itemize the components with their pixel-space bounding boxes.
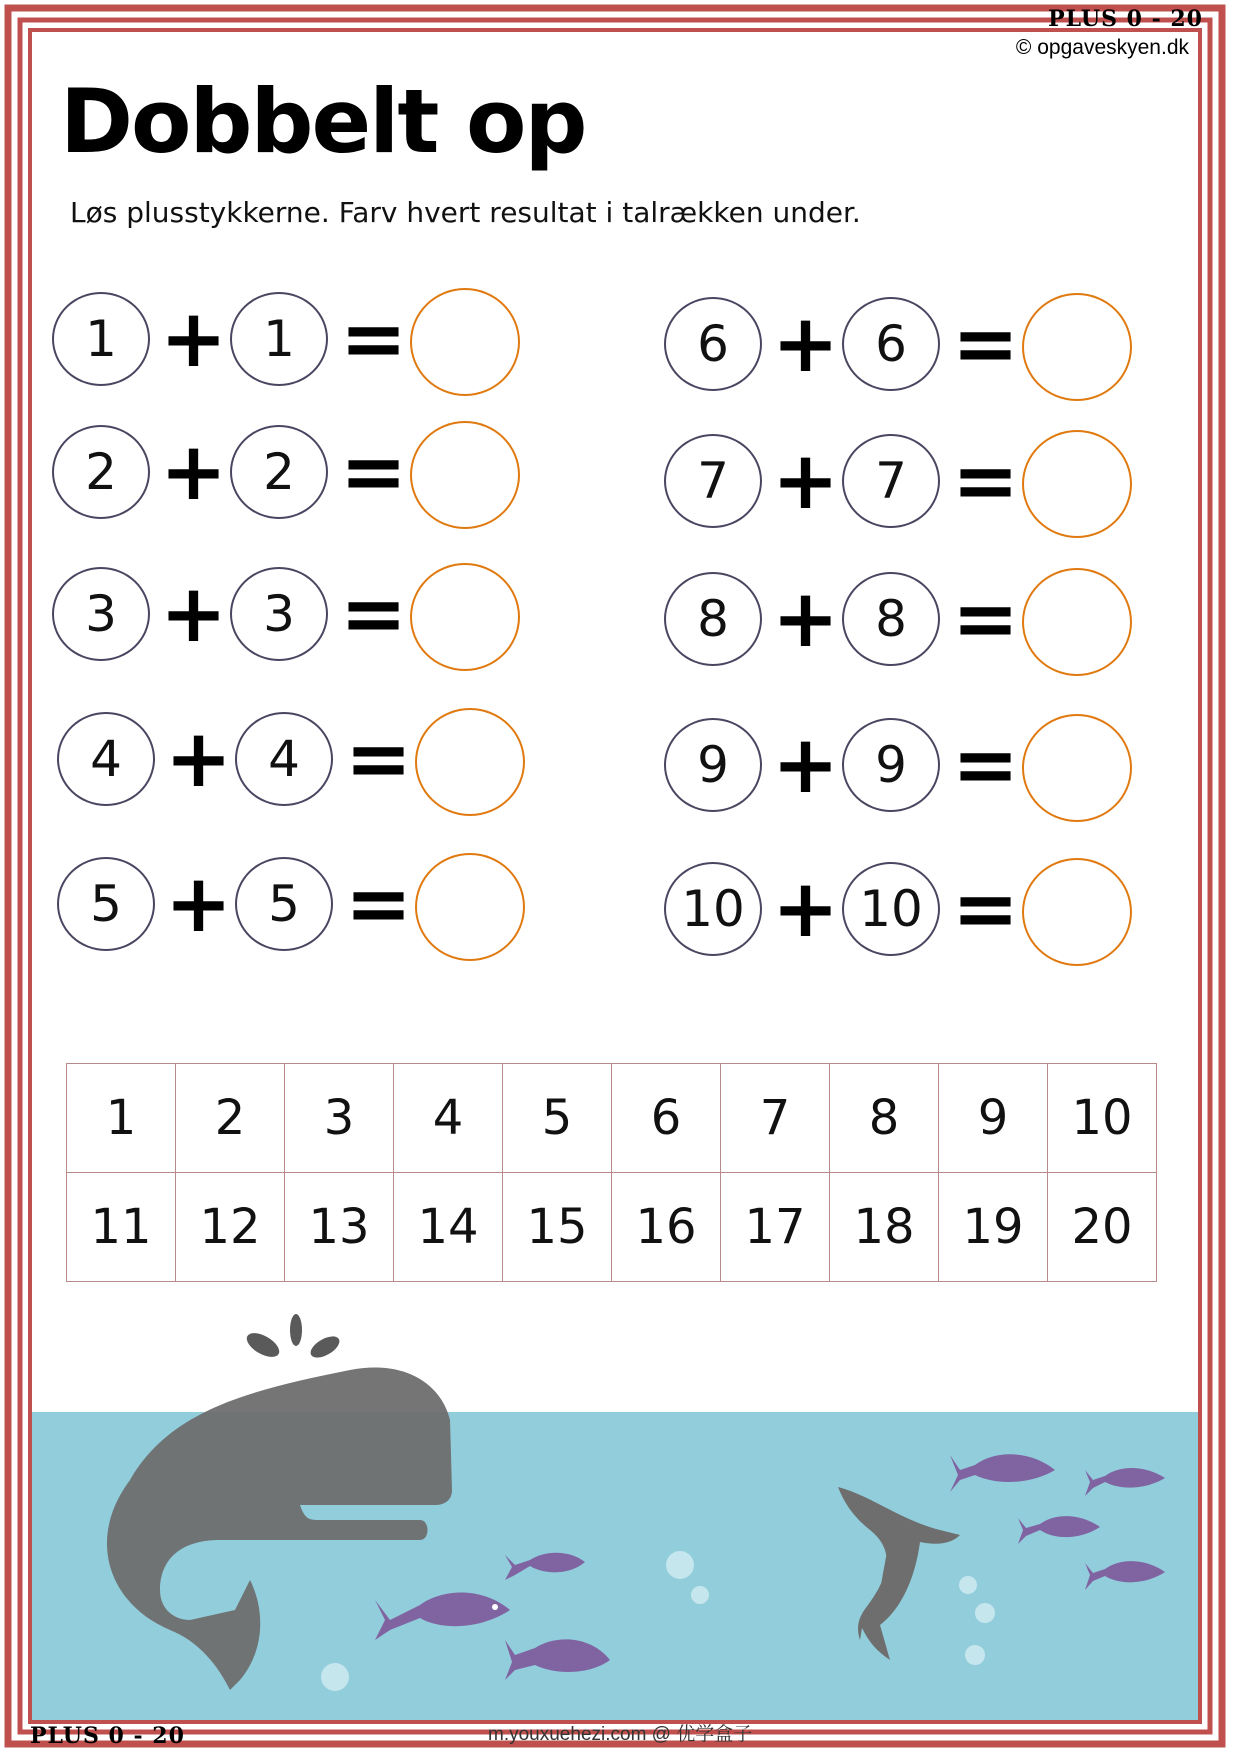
equals-sign: = xyxy=(952,434,1020,527)
answer-circle[interactable] xyxy=(415,853,525,961)
addend-circle: 5 xyxy=(57,857,155,951)
copyright: © opgaveskyen.dk xyxy=(1015,36,1189,59)
equation-row xyxy=(57,853,537,963)
plus-sign: + xyxy=(165,712,233,805)
grid-cell[interactable]: 4 xyxy=(394,1064,503,1173)
grid-cell[interactable]: 15 xyxy=(503,1173,612,1282)
grid-cell[interactable]: 18 xyxy=(830,1173,939,1282)
addend-circle: 1 xyxy=(230,292,328,386)
addend-circle: 6 xyxy=(664,297,762,391)
answer-circle[interactable] xyxy=(410,563,520,671)
answer-circle[interactable] xyxy=(1022,293,1132,401)
addend-circle: 8 xyxy=(664,572,762,666)
plus-sign: + xyxy=(160,425,228,518)
equation-row xyxy=(664,293,1144,403)
addend-circle: 4 xyxy=(57,712,155,806)
plus-sign: + xyxy=(772,718,840,811)
addend-circle: 10 xyxy=(664,862,762,956)
grid-cell[interactable]: 20 xyxy=(1048,1173,1157,1282)
answer-circle[interactable] xyxy=(1022,568,1132,676)
watermark: m.youxuehezi.com @ 优学盒子 xyxy=(488,1724,753,1745)
answer-circle[interactable] xyxy=(415,708,525,816)
grid-row xyxy=(67,1064,1157,1173)
equation-row xyxy=(664,714,1144,824)
equals-sign: = xyxy=(340,425,408,518)
grid-cell[interactable]: 13 xyxy=(285,1173,394,1282)
addend-circle: 4 xyxy=(235,712,333,806)
grid-cell[interactable]: 8 xyxy=(830,1064,939,1173)
equals-sign: = xyxy=(340,567,408,660)
plus-sign: + xyxy=(772,862,840,955)
equals-sign: = xyxy=(345,712,413,805)
addend-circle: 1 xyxy=(52,292,150,386)
equals-sign: = xyxy=(952,572,1020,665)
addend-circle: 6 xyxy=(842,297,940,391)
grid-cell[interactable]: 11 xyxy=(67,1173,176,1282)
grid-cell[interactable]: 6 xyxy=(612,1064,721,1173)
instruction-text: Løs plusstykkerne. Farv hvert resultat i talrækken under. xyxy=(70,196,861,229)
equation-row xyxy=(52,563,532,673)
series-label-bottom: PLUS 0 - 20 xyxy=(30,1723,185,1749)
addend-circle: 5 xyxy=(235,857,333,951)
addend-circle: 3 xyxy=(230,567,328,661)
grid-cell[interactable]: 10 xyxy=(1048,1064,1157,1173)
grid-cell[interactable]: 9 xyxy=(939,1064,1048,1173)
addend-circle: 7 xyxy=(842,434,940,528)
grid-cell[interactable]: 3 xyxy=(285,1064,394,1173)
page-title: Dobbelt op xyxy=(60,70,586,173)
grid-cell[interactable]: 1 xyxy=(67,1064,176,1173)
equals-sign: = xyxy=(340,292,408,385)
plus-sign: + xyxy=(160,567,228,660)
grid-cell[interactable]: 19 xyxy=(939,1173,1048,1282)
number-grid xyxy=(66,1063,1157,1282)
plus-sign: + xyxy=(772,572,840,665)
addend-circle: 8 xyxy=(842,572,940,666)
equals-sign: = xyxy=(952,862,1020,955)
whale-spout-icon xyxy=(243,1314,343,1362)
equation-row xyxy=(52,288,532,398)
grid-cell[interactable]: 7 xyxy=(721,1064,830,1173)
grid-cell[interactable]: 12 xyxy=(176,1173,285,1282)
grid-cell[interactable]: 5 xyxy=(503,1064,612,1173)
answer-circle[interactable] xyxy=(1022,714,1132,822)
grid-cell[interactable]: 16 xyxy=(612,1173,721,1282)
addend-circle: 3 xyxy=(52,567,150,661)
equals-sign: = xyxy=(952,718,1020,811)
grid-cell[interactable]: 14 xyxy=(394,1173,503,1282)
equation-row xyxy=(57,708,537,818)
answer-circle[interactable] xyxy=(1022,858,1132,966)
answer-circle[interactable] xyxy=(1022,430,1132,538)
addend-circle: 10 xyxy=(842,862,940,956)
equation-row xyxy=(664,430,1144,540)
grid-cell[interactable]: 2 xyxy=(176,1064,285,1173)
equation-row xyxy=(664,568,1144,678)
answer-circle[interactable] xyxy=(410,288,520,396)
addend-circle: 9 xyxy=(842,718,940,812)
addend-circle: 2 xyxy=(52,425,150,519)
addend-circle: 7 xyxy=(664,434,762,528)
equation-row xyxy=(664,858,1144,968)
plus-sign: + xyxy=(772,434,840,527)
grid-cell[interactable]: 17 xyxy=(721,1173,830,1282)
plus-sign: + xyxy=(772,297,840,390)
plus-sign: + xyxy=(165,857,233,950)
series-label-top: PLUS 0 - 20 xyxy=(1048,6,1203,32)
addend-circle: 9 xyxy=(664,718,762,812)
equation-row xyxy=(52,421,532,531)
equals-sign: = xyxy=(345,857,413,950)
addend-circle: 2 xyxy=(230,425,328,519)
answer-circle[interactable] xyxy=(410,421,520,529)
grid-row xyxy=(67,1173,1157,1282)
equals-sign: = xyxy=(952,297,1020,390)
plus-sign: + xyxy=(160,292,228,385)
